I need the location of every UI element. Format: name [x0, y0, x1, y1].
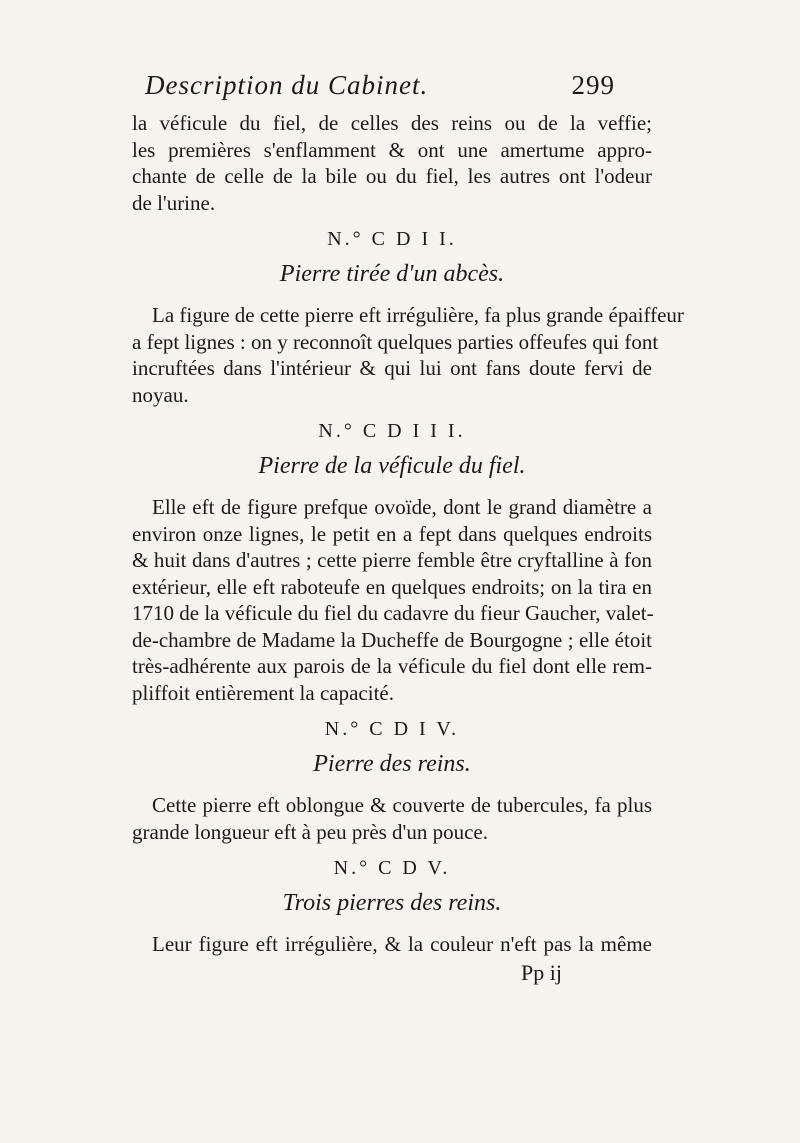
text-line: de l'urine. [132, 190, 216, 215]
entry-title-403: Pierre de la véficule du fiel. [258, 453, 526, 479]
entry-title-404: Pierre des reins. [313, 751, 471, 777]
entry-number-404: N.° C D I V. [324, 718, 460, 740]
text-line: 1710 de la véficule du fiel du cadavre du fieur Gaucher, valet- [132, 601, 654, 625]
entry-number-405: N.° C D V. [333, 857, 451, 879]
entry-paragraph-402 [132, 302, 684, 408]
page-body [132, 110, 684, 986]
text-line: Elle eft de figure prefque ovoïde, dont le grand diamètre a [152, 495, 652, 519]
text-line: de-chambre de Madame la Ducheffe de Bourgogne ; elle étoit [132, 627, 652, 652]
text-line: & huit dans d'autres ; cette pierre femble être cryftalline à fon [132, 548, 652, 572]
entry-paragraph-403 [132, 494, 652, 706]
text-line: incruftées dans l'intérieur & qui lui ont fans doute fervi de [132, 356, 652, 380]
text-line: pliffoit entièrement la capacité. [132, 680, 394, 705]
text-line: très-adhérente aux parois de la véficule du fiel dont elle rem- [132, 654, 652, 678]
signature-mark: Pp ij [521, 959, 562, 985]
entry-number-403: N.° C D I I I. [318, 420, 466, 442]
entry-paragraph-405 [132, 931, 652, 958]
text-line: Leur figure eft irrégulière, & la couleur n'eft pas la même [152, 932, 652, 956]
text-line: noyau. [132, 382, 189, 407]
entry-title-405: Trois pierres des reins. [282, 890, 502, 916]
text-line: la véficule du fiel, de celles des reins ou de la veffie; [132, 111, 652, 135]
page-number: 299 [571, 70, 615, 100]
text-line: a fept lignes : on y reconnoît quelques parties offeufes qui font [132, 329, 659, 354]
entry-title-402: Pierre tirée d'un abcès. [279, 261, 505, 287]
entry-number-402: N.° C D I I. [327, 228, 457, 250]
text-line: environ onze lignes, le petit en a fept dans quelques endroits [132, 521, 652, 546]
page-header [145, 70, 615, 101]
continued-paragraph [132, 110, 652, 216]
text-line: Cette pierre eft oblongue & couverte de tubercules, fa plus [152, 793, 652, 817]
text-line: chante de celle de la bile ou du fiel, les autres ont l'odeur [132, 164, 652, 188]
text-line: les premières s'enflamment & ont une amertume appro- [132, 137, 652, 162]
text-line: La figure de cette pierre eft irrégulière, fa plus grande épaiffeur [152, 303, 684, 327]
running-title: Description du Cabinet. [145, 70, 429, 100]
text-line: grande longueur eft à peu près d'un pouce. [132, 819, 488, 844]
entry-paragraph-404 [132, 792, 652, 845]
text-line: extérieur, elle eft raboteufe en quelques endroits; on la tira en [132, 574, 652, 599]
